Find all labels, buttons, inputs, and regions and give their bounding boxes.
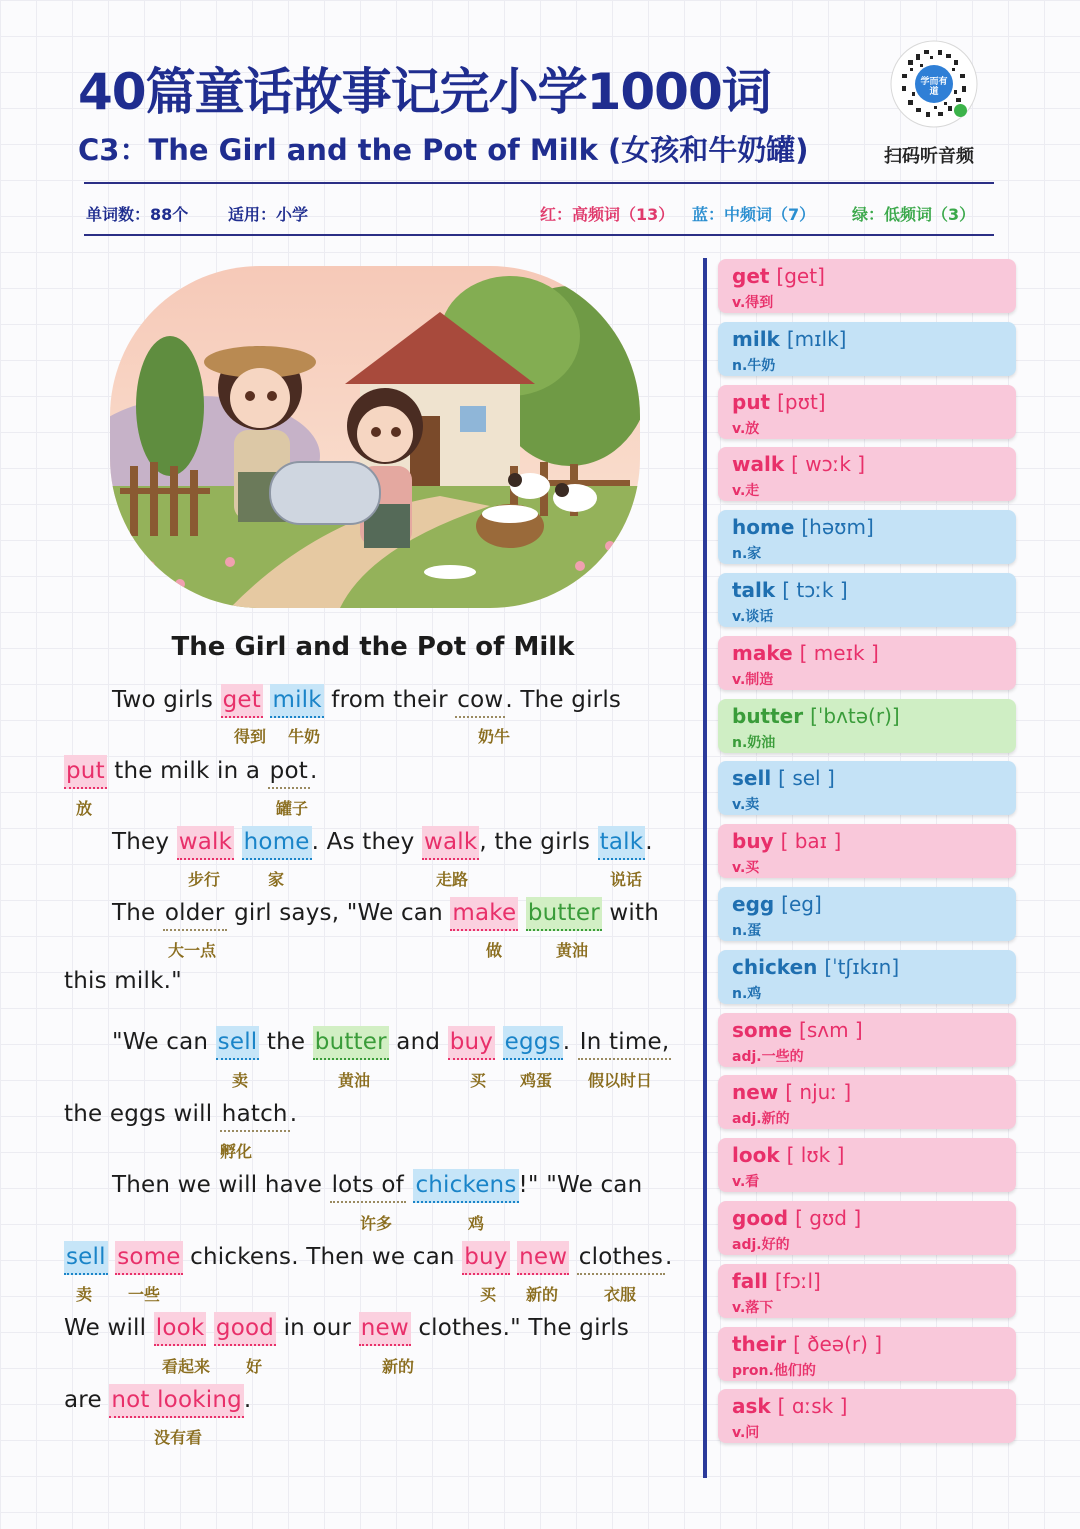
vocab-card-home[interactable] — [718, 510, 1016, 564]
vocab-card-meaning: adj.新的 — [732, 1111, 790, 1127]
story-title: The Girl and the Pot of Milk — [171, 632, 575, 662]
vocab-word-home[interactable]: home — [242, 826, 312, 860]
story-text: , the girls — [479, 829, 598, 855]
vocab-card-put[interactable] — [718, 385, 1016, 439]
vocab-card-meaning: n.奶油 — [732, 735, 776, 751]
vocab-card-some[interactable] — [718, 1013, 1016, 1067]
vocab-card-ipa: [ baɪ ] — [780, 829, 842, 853]
translation: 步行 — [188, 870, 221, 889]
vocab-card-meaning: v.买 — [732, 860, 760, 876]
story-text: . — [665, 1244, 673, 1270]
vocab-word-butter[interactable]: butter — [526, 897, 602, 931]
translation: 奶牛 — [478, 727, 511, 746]
vocab-word-make[interactable]: make — [450, 897, 518, 931]
top-rule — [84, 182, 994, 184]
vocab-card-ipa: [ njuː ] — [785, 1080, 852, 1104]
vocab-card-walk[interactable] — [718, 447, 1016, 501]
level-label: 适用：小学 — [228, 205, 309, 224]
translation: 牛奶 — [288, 727, 321, 746]
story-word-lots-of[interactable]: lots of — [330, 1169, 406, 1203]
vocab-card-word-line — [732, 1332, 882, 1356]
story-text: They — [112, 829, 177, 855]
story-line — [112, 897, 659, 931]
vocab-card-word: buy — [732, 829, 774, 853]
story-word-cow[interactable]: cow — [455, 684, 505, 718]
story-word-clothes[interactable]: clothes — [577, 1241, 665, 1275]
vocab-word-chickens[interactable]: chickens — [413, 1169, 518, 1203]
vocab-card-word-line — [732, 641, 879, 665]
vocab-card-ipa: [ meɪk ] — [799, 641, 879, 665]
translation: 一些 — [128, 1285, 161, 1304]
translation: 许多 — [360, 1214, 393, 1233]
translation: 卖 — [76, 1285, 93, 1304]
vocab-word-sell[interactable]: sell — [216, 1026, 260, 1060]
vocab-word-butter[interactable]: butter — [313, 1026, 389, 1060]
vocab-card-word-line — [732, 892, 822, 916]
vocab-word-buy[interactable]: buy — [462, 1241, 509, 1275]
vocab-card-word: good — [732, 1206, 789, 1230]
vocab-card-word-line — [732, 390, 826, 414]
vocab-card-meaning: pron.他们的 — [732, 1363, 816, 1379]
vocab-card-word: walk — [732, 452, 785, 476]
story-text: . — [562, 1029, 578, 1055]
vocab-card-word-line — [732, 327, 847, 351]
story-text: !" "We can — [518, 1172, 643, 1198]
translation: 鸡 — [468, 1214, 485, 1233]
vocab-card-ipa: [mɪlk] — [786, 327, 847, 351]
story-illustration — [110, 266, 640, 608]
story-text: chickens. Then we can — [182, 1244, 463, 1270]
story-text: are — [64, 1387, 110, 1413]
story-word-pot[interactable]: pot — [268, 755, 310, 789]
vocab-word-good[interactable]: good — [214, 1312, 276, 1346]
story-text: and — [388, 1029, 448, 1055]
story-text — [234, 829, 242, 855]
story-word-in-time[interactable]: In time, — [578, 1026, 672, 1060]
story-text: . — [645, 829, 653, 855]
story-subtitle: C3：The Girl and the Pot of Milk (女孩和牛奶罐) — [78, 133, 809, 167]
story-text: in our — [276, 1315, 359, 1341]
vocab-card-word-line — [732, 515, 874, 539]
translation: 新的 — [526, 1285, 559, 1304]
vocab-card-meaning: v.问 — [732, 1425, 760, 1441]
legend-green: 绿：低频词（3） — [852, 205, 976, 224]
vocab-word-new[interactable]: new — [359, 1312, 411, 1346]
translation: 买 — [470, 1071, 487, 1090]
legend-blue: 蓝：中频词（7） — [692, 205, 816, 224]
story-word-not-looking[interactable]: not looking — [109, 1384, 244, 1418]
vocab-card-ipa: [eg] — [781, 892, 822, 916]
story-text: the — [259, 1029, 313, 1055]
vocab-card-new[interactable] — [718, 1075, 1016, 1129]
vocab-card-egg[interactable] — [718, 887, 1016, 941]
story-text: We will — [64, 1315, 154, 1341]
story-line — [112, 684, 621, 718]
vocab-card-meaning: n.家 — [732, 546, 762, 562]
bottom-rule — [84, 234, 994, 236]
story-text — [108, 1244, 116, 1270]
story-line — [64, 968, 182, 994]
vocab-word-walk[interactable]: walk — [422, 826, 479, 860]
vocab-word-buy[interactable]: buy — [448, 1026, 495, 1060]
story-text — [263, 687, 271, 713]
vocab-word-get[interactable]: get — [221, 684, 263, 718]
vocab-card-their[interactable] — [718, 1327, 1016, 1381]
vocab-card-buy[interactable] — [718, 824, 1016, 878]
vocab-card-get[interactable] — [718, 259, 1016, 313]
vocab-card-word-line — [732, 452, 865, 476]
translation: 鸡蛋 — [520, 1071, 553, 1090]
vocab-card-sell[interactable] — [718, 761, 1016, 815]
vocab-card-talk[interactable] — [718, 573, 1016, 627]
story-text — [406, 1172, 414, 1198]
word-count: 单词数：88个 — [86, 205, 189, 224]
vocab-card-meaning: adj.好的 — [732, 1237, 790, 1253]
vocab-word-look[interactable]: look — [154, 1312, 207, 1346]
translation: 好 — [246, 1357, 263, 1376]
vocab-card-ipa: [pʊt] — [777, 390, 826, 414]
story-text: . The girls — [505, 687, 622, 713]
vocab-card-word: milk — [732, 327, 780, 351]
story-text: from their — [323, 687, 456, 713]
story-text: the milk in a — [106, 758, 268, 784]
vocab-card-look[interactable] — [718, 1138, 1016, 1192]
story-line — [64, 1312, 629, 1346]
vocab-card-word-line — [732, 704, 900, 728]
translation: 看起来 — [162, 1357, 211, 1376]
vocab-card-meaning: v.看 — [732, 1174, 760, 1190]
vocab-card-word: some — [732, 1018, 793, 1042]
vocab-word-talk[interactable]: talk — [598, 826, 646, 860]
vocab-card-milk[interactable] — [718, 322, 1016, 376]
qr-code[interactable] — [890, 40, 978, 128]
page-title: 40篇童话故事记完小学1000词 — [78, 63, 771, 121]
story-text: . — [243, 1387, 252, 1413]
vocab-card-word: look — [732, 1143, 780, 1167]
vocab-card-word: get — [732, 264, 770, 288]
vocab-card-ipa: [ tɔːk ] — [782, 578, 848, 602]
vocab-card-word: sell — [732, 766, 772, 790]
story-text: Then we will have — [112, 1172, 330, 1198]
vocab-card-word-line — [732, 1269, 821, 1293]
vocab-card-word: egg — [732, 892, 775, 916]
story-text: clothes." The girls — [410, 1315, 630, 1341]
story-text: . — [289, 1101, 298, 1127]
vocab-card-word: talk — [732, 578, 776, 602]
vocab-card-ipa: [ wɔːk ] — [791, 452, 866, 476]
vocab-card-good[interactable] — [718, 1201, 1016, 1255]
vocab-card-ask[interactable] — [718, 1389, 1016, 1443]
vocab-card-word: home — [732, 515, 795, 539]
vocab-card-ipa: [ˈbʌtə(r)] — [810, 704, 900, 728]
story-text: . As they — [311, 829, 422, 855]
vocab-card-meaning: v.放 — [732, 421, 760, 437]
vocab-card-ipa: [ lʊk ] — [786, 1143, 845, 1167]
story-text: with — [601, 900, 659, 926]
vocab-card-word-line — [732, 1143, 844, 1167]
vocab-card-word-line — [732, 264, 825, 288]
vocab-word-sell[interactable]: sell — [64, 1241, 108, 1275]
vocab-card-fall[interactable] — [718, 1264, 1016, 1318]
story-line — [64, 1241, 673, 1275]
vocab-card-word: make — [732, 641, 793, 665]
vocab-card-make[interactable] — [718, 636, 1016, 690]
story-line — [112, 1026, 671, 1060]
vocab-card-ipa: [ gʊd ] — [795, 1206, 862, 1230]
translation: 放 — [76, 799, 93, 818]
vocab-card-ipa: [ ɑːsk ] — [777, 1394, 848, 1418]
qr-badge-text: 学而有道 — [920, 77, 948, 97]
vocab-card-word-line — [732, 955, 899, 979]
vocab-word-walk[interactable]: walk — [177, 826, 234, 860]
story-word-older[interactable]: older — [163, 897, 227, 931]
vocab-card-ipa: [fɔːl] — [774, 1269, 821, 1293]
translation: 说话 — [610, 870, 643, 889]
story-text — [206, 1315, 214, 1341]
vocab-card-word: put — [732, 390, 771, 414]
vocab-card-word-line — [732, 578, 848, 602]
vocab-card-word: butter — [732, 704, 804, 728]
vocab-card-ipa: [ˈtʃɪkɪn] — [824, 955, 900, 979]
story-text: The — [112, 900, 163, 926]
column-divider — [703, 258, 707, 1478]
vocab-card-word-line — [732, 1080, 851, 1104]
story-text — [518, 900, 526, 926]
translation: 黄油 — [556, 941, 589, 960]
story-line — [64, 1098, 297, 1132]
story-text: girl says, "We can — [226, 900, 451, 926]
vocab-card-meaning: v.落下 — [732, 1300, 774, 1316]
story-line — [64, 1384, 251, 1418]
translation: 做 — [486, 941, 503, 960]
vocab-card-word-line — [732, 829, 841, 853]
vocab-card-ipa: [həʊm] — [801, 515, 874, 539]
vocab-card-word: ask — [732, 1394, 771, 1418]
vocab-card-word: fall — [732, 1269, 768, 1293]
info-row — [84, 198, 994, 226]
vocab-card-ipa: [ sel ] — [778, 766, 835, 790]
vocab-card-meaning: n.蛋 — [732, 923, 762, 939]
vocab-card-meaning: v.卖 — [732, 797, 760, 813]
story-text: Two girls — [112, 687, 221, 713]
translation: 大一点 — [168, 941, 217, 960]
vocab-card-meaning: adj.一些的 — [732, 1049, 804, 1065]
vocab-card-word: their — [732, 1332, 787, 1356]
vocab-card-ipa: [get] — [776, 264, 825, 288]
vocab-word-some[interactable]: some — [115, 1241, 182, 1275]
translation: 新的 — [382, 1357, 415, 1376]
story-text — [495, 1029, 503, 1055]
translation: 买 — [480, 1285, 497, 1304]
vocab-card-meaning: v.制造 — [732, 672, 774, 688]
translation: 孵化 — [220, 1142, 253, 1161]
story-word-hatch[interactable]: hatch — [220, 1098, 290, 1132]
story-text: "We can — [112, 1029, 216, 1055]
vocab-word-put[interactable]: put — [64, 755, 107, 789]
vocab-card-butter[interactable] — [718, 699, 1016, 753]
vocab-card-word-line — [732, 1394, 847, 1418]
translation: 家 — [268, 870, 285, 889]
vocab-word-new[interactable]: new — [517, 1241, 569, 1275]
vocab-card-meaning: n.鸡 — [732, 986, 762, 1002]
translation: 黄油 — [338, 1071, 371, 1090]
translation: 假以时日 — [588, 1071, 653, 1090]
qr-label: 扫码听音频 — [884, 146, 974, 167]
vocab-card-word: chicken — [732, 955, 818, 979]
story-text: . — [309, 758, 318, 784]
story-line — [112, 1169, 642, 1203]
translation: 卖 — [232, 1071, 249, 1090]
translation: 走路 — [436, 870, 469, 889]
translation: 没有看 — [154, 1428, 203, 1447]
story-line — [64, 755, 317, 789]
vocab-card-chicken[interactable] — [718, 950, 1016, 1004]
story-line — [112, 826, 653, 860]
vocab-card-meaning: v.得到 — [732, 295, 774, 311]
wechat-icon — [954, 104, 967, 117]
vocab-word-eggs[interactable]: eggs — [503, 1026, 563, 1060]
vocab-card-word: new — [732, 1080, 779, 1104]
vocab-word-milk[interactable]: milk — [270, 684, 323, 718]
vocab-card-meaning: n.牛奶 — [732, 358, 776, 374]
vocab-card-ipa: [sʌm ] — [799, 1018, 863, 1042]
vocab-card-meaning: v.谈话 — [732, 609, 774, 625]
vocab-card-word-line — [732, 1206, 861, 1230]
vocab-card-word-line — [732, 766, 835, 790]
vocab-card-meaning: v.走 — [732, 483, 760, 499]
legend-red: 红：高频词（13） — [540, 205, 675, 224]
story-text: this milk." — [64, 968, 182, 994]
translation: 罐子 — [276, 799, 309, 818]
story-text: the eggs will — [64, 1101, 220, 1127]
translation: 衣服 — [604, 1285, 637, 1304]
story-text — [569, 1244, 577, 1270]
vocab-card-word-line — [732, 1018, 863, 1042]
translation: 得到 — [234, 727, 267, 746]
story-text — [510, 1244, 518, 1270]
vocab-card-ipa: [ ðeə(r) ] — [793, 1332, 883, 1356]
